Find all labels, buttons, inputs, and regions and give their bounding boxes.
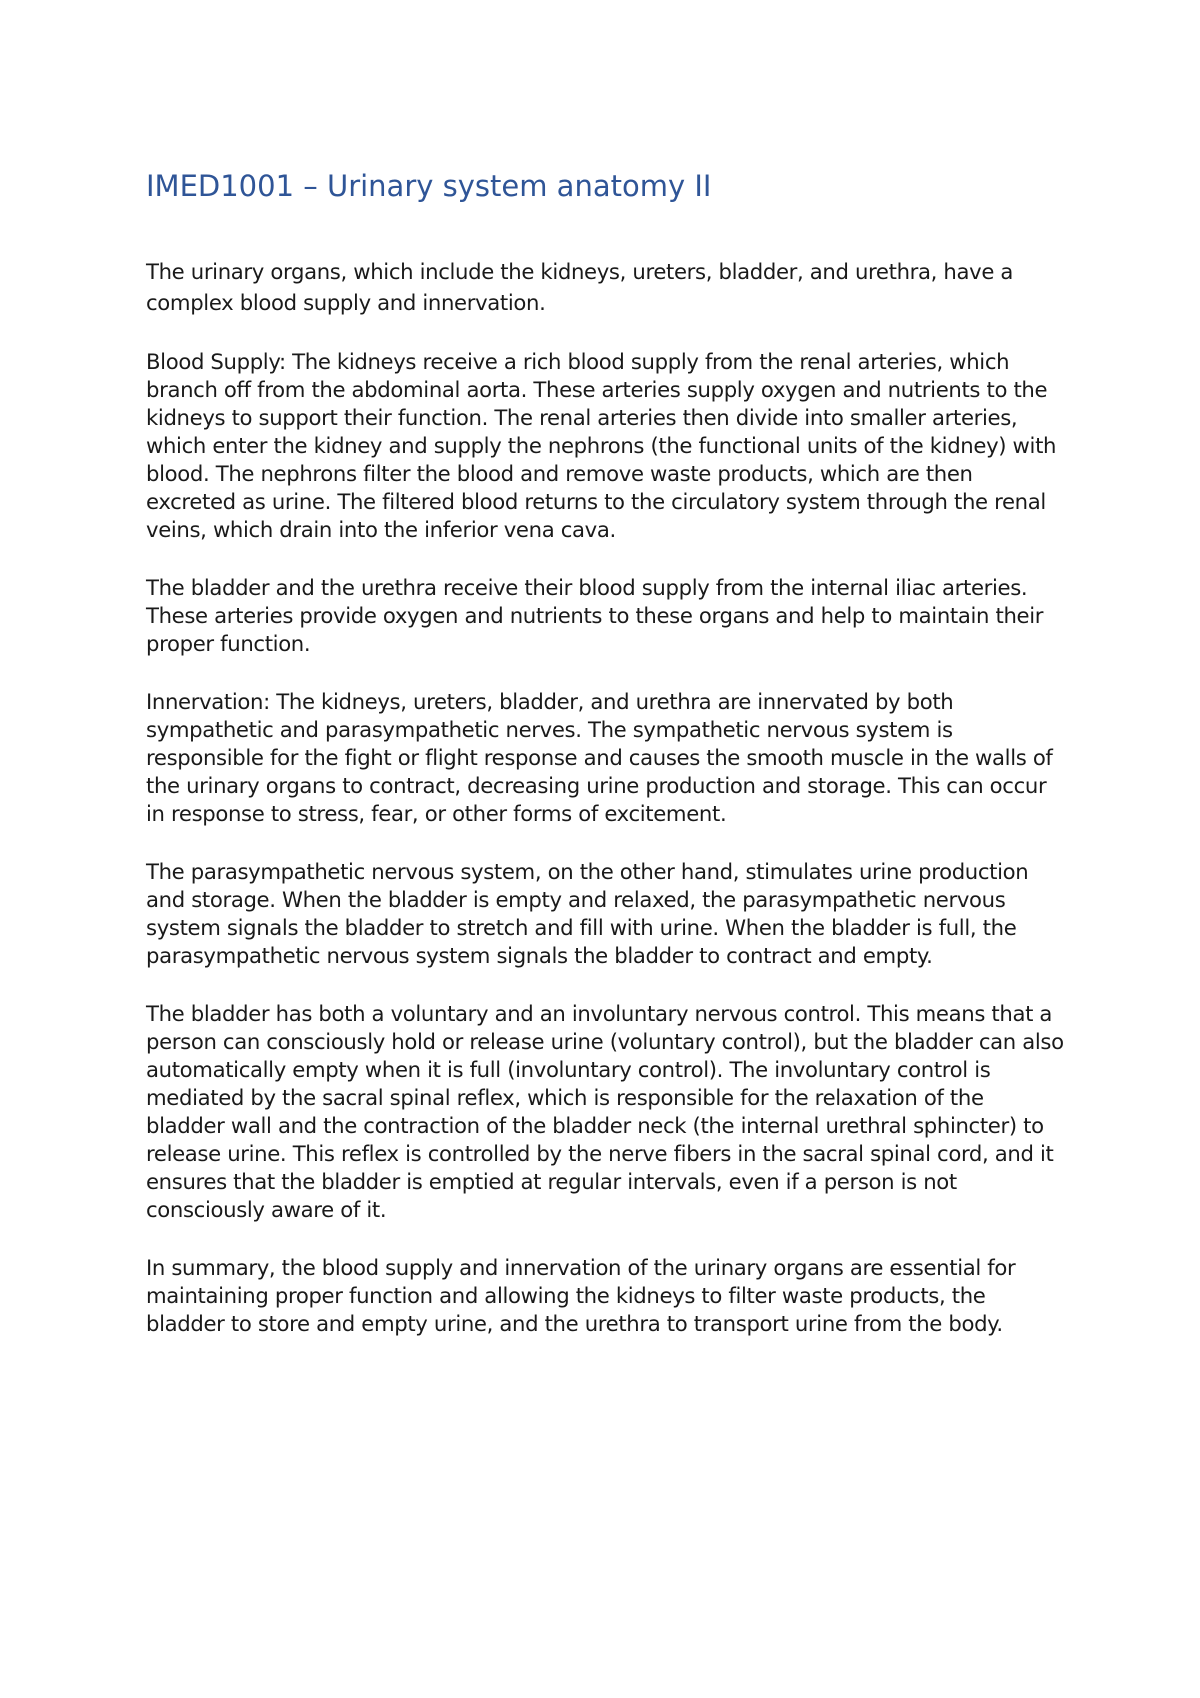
paragraph-innervation: Innervation: The kidneys, ureters, bladder, and urethra are innervated by both sympathetic and parasympathetic nerves. The sympathetic nervous system is responsible for the fight or flight response and causes the smooth muscle in the walls of the urinary organs to contract, decreasing urine production and storage. This can occur in response to stress, fear, or other forms of excitement. xyxy=(146,689,1053,826)
paragraph-intro: The urinary organs, which include the kidneys, ureters, bladder, and urethra, have a complex blood supply and innervation. xyxy=(146,259,1014,315)
paragraph-bladder-control: The bladder has both a voluntary and an involuntary nervous control. This means that a person can consciously hold or release urine (voluntary control), but the bladder can also automatically empty when it is full (involuntary control). The involuntary control is mediated by the sacral spinal reflex, which is responsible for the relaxation of the bladder wall and the contraction of the bladder neck (the internal urethral sphincter) to release urine. This reflex is controlled by the nerve fibers in the sacral spinal cord, and it ensures that the bladder is emptied at regular intervals, even if a person is not consciously aware of it. xyxy=(146,1001,1064,1222)
paragraph-summary: In summary, the blood supply and innervation of the urinary organs are essential for maintaining proper function and allowing the kidneys to filter waste products, the bladder to store and empty urine, and the urethra to transport urine from the body. xyxy=(146,1255,1016,1336)
paragraph-blood-supply: Blood Supply: The kidneys receive a rich blood supply from the renal arteries, which branch off from the abdominal aorta. These arteries supply oxygen and nutrients to the kidneys to support their function. The renal arteries then divide into smaller arteries, which enter the kidney and supply the nephrons (the functional units of the kidney) with blood. The nephrons filter the blood and remove waste products, which are then excreted as urine. The filtered blood returns to the circulatory system through the renal veins, which drain into the inferior vena cava. xyxy=(146,349,1057,542)
paragraph-parasympathetic: The parasympathetic nervous system, on the other hand, stimulates urine production and storage. When the bladder is empty and relaxed, the parasympathetic nervous system signals the bladder to stretch and fill with urine. When the bladder is full, the parasympathetic nervous system signals the bladder to contract and empty. xyxy=(146,859,1029,968)
page-title: IMED1001 – Urinary system anatomy II xyxy=(146,169,712,203)
paragraph-bladder-urethra-supply: The bladder and the urethra receive their blood supply from the internal iliac arteries. These arteries provide oxygen and nutrients to these organs and help to maintain their proper function. xyxy=(146,575,1044,656)
document-body xyxy=(146,256,1066,1368)
